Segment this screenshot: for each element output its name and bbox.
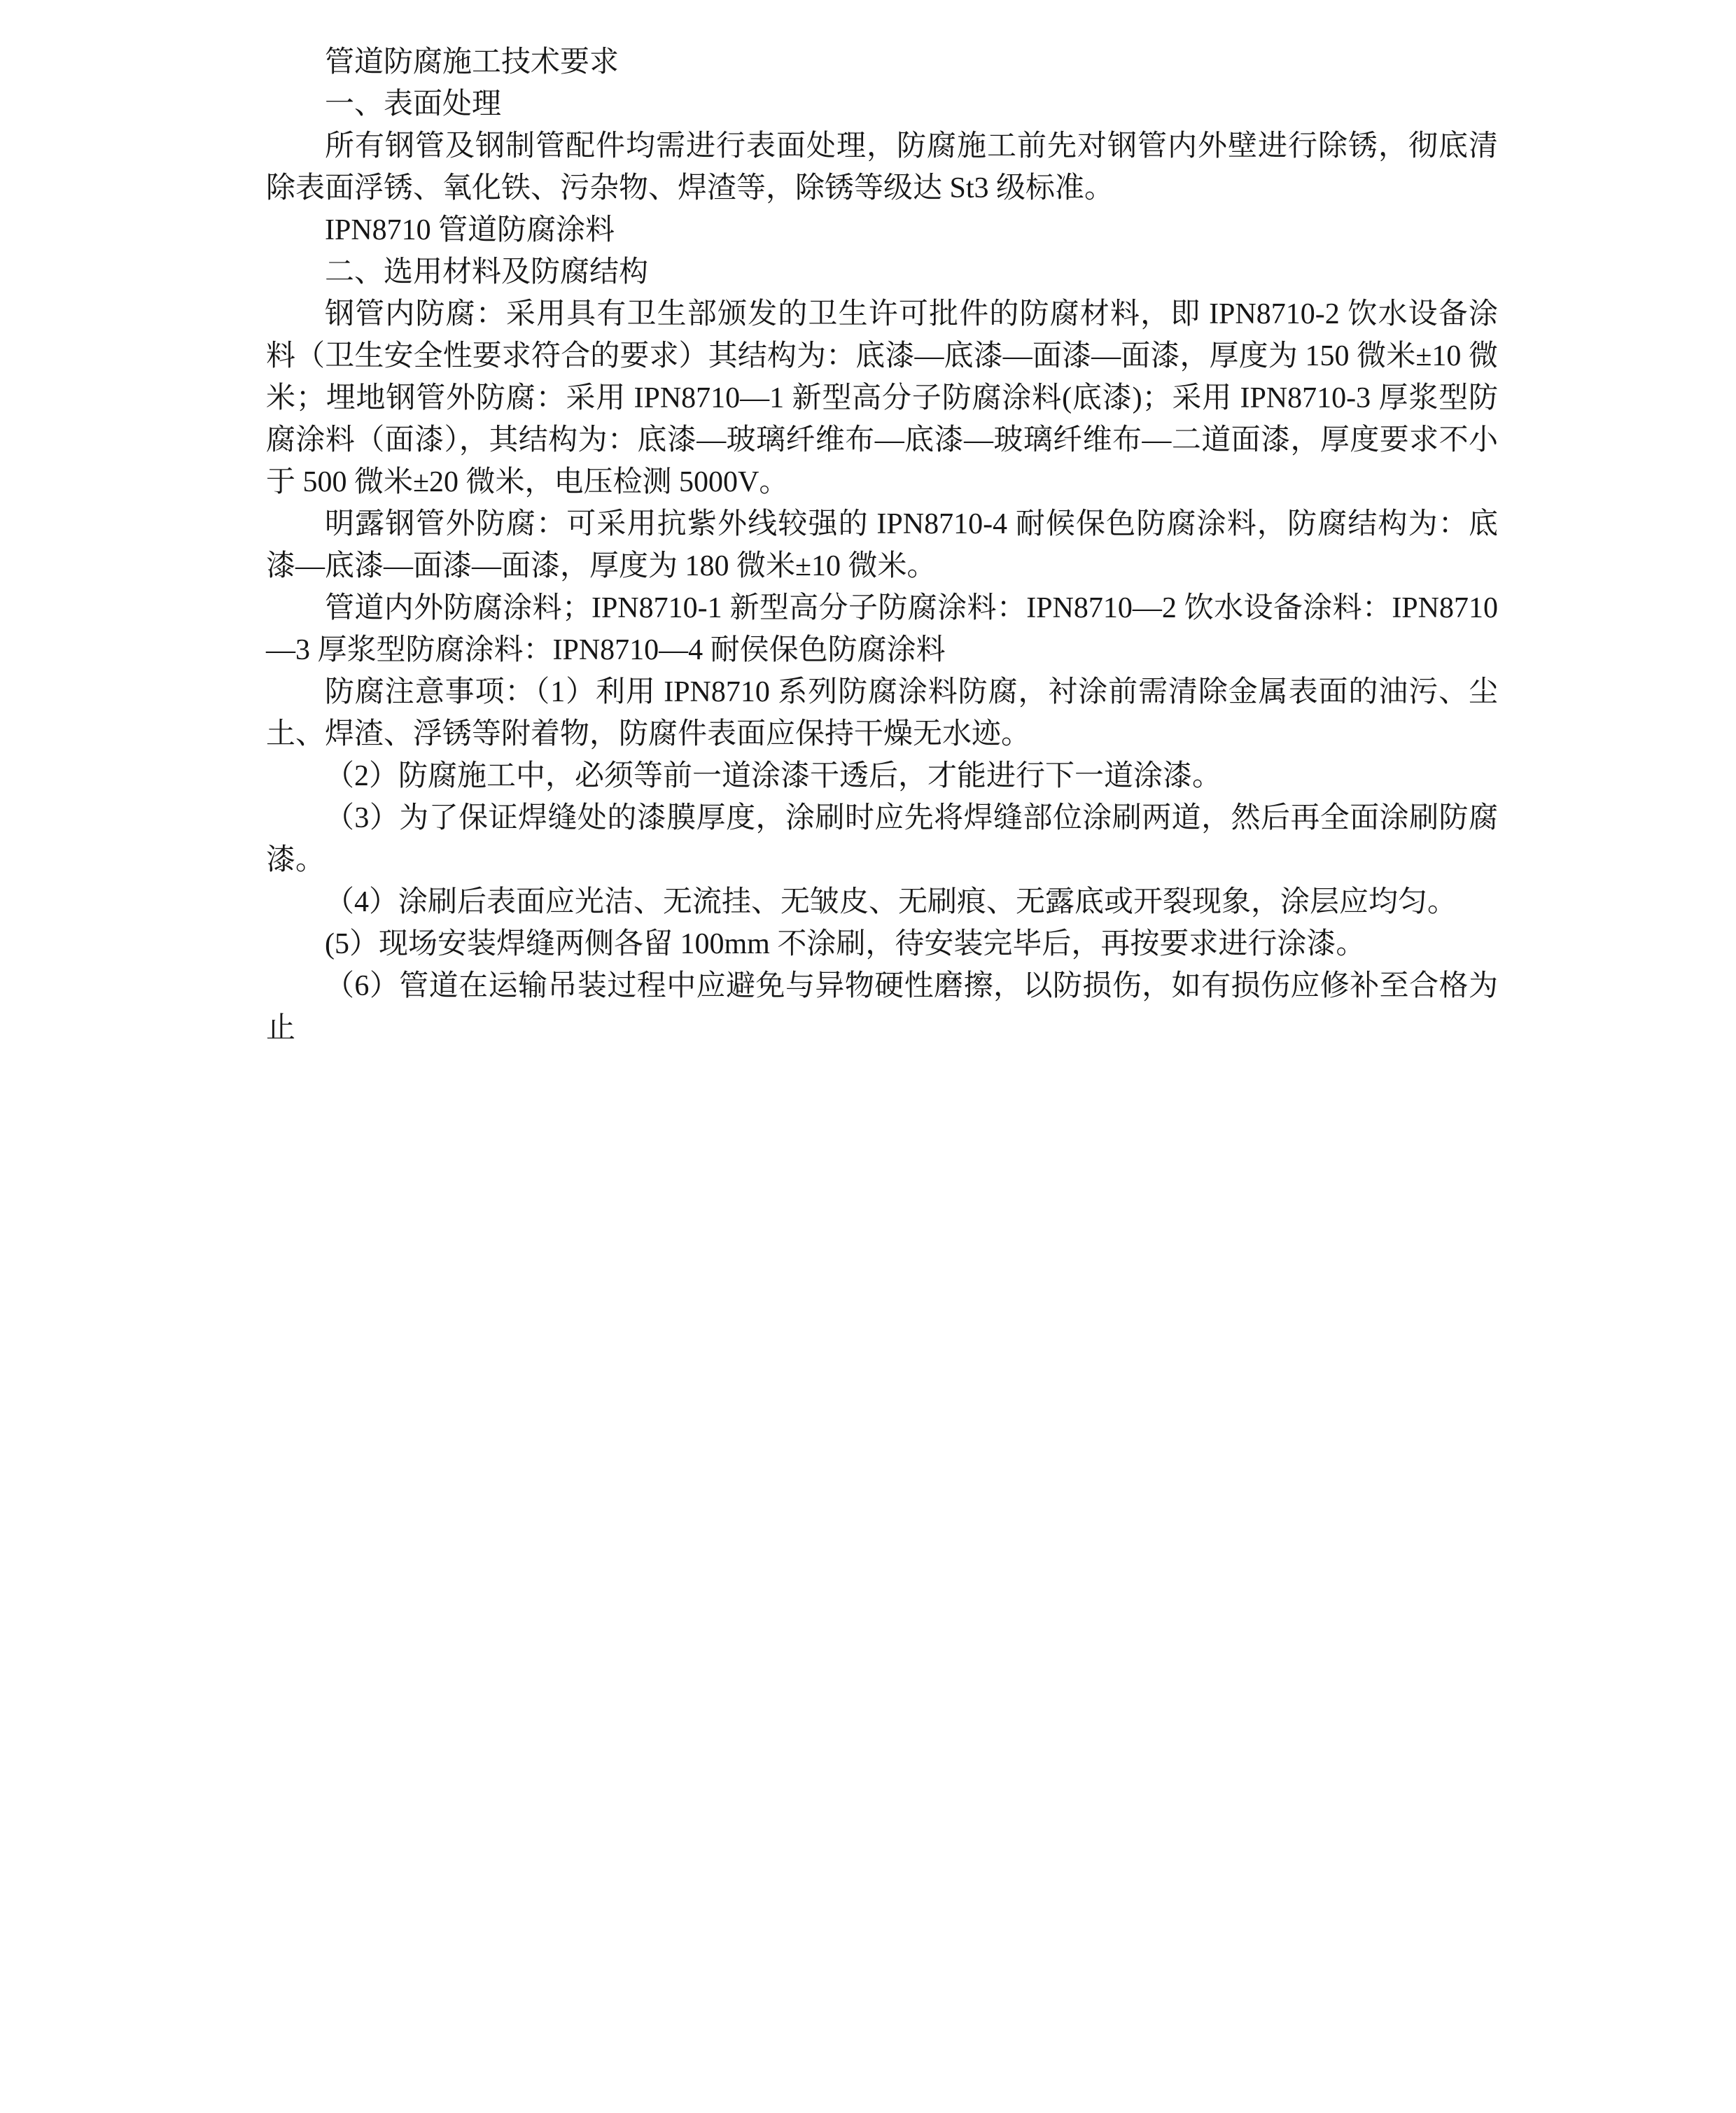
paragraph-surface-treatment: 所有钢管及钢制管配件均需进行表面处理，防腐施工前先对钢管内外壁进行除锈，彻底清除表面浮锈、氧化铁、污杂物、焊渣等，除锈等级达 St3 级标准。 bbox=[266, 130, 1498, 204]
paragraph-ipn8710-label: IPN8710 管道防腐涂料 bbox=[325, 214, 615, 246]
heading-materials-structure: 二、选用材料及防腐结构 bbox=[325, 256, 649, 288]
paragraph-coating-types: 管道内外防腐涂料；IPN8710-1 新型高分子防腐涂料：IPN8710—2 饮水设备涂料：IPN8710—3 厚浆型防腐涂料：IPN8710—4 耐侯保色防腐涂料 bbox=[266, 592, 1498, 666]
paragraph-note-5: (5）现场安装焊缝两侧各留 100mm 不涂刷，待安装完毕后，再按要求进行涂漆。 bbox=[325, 928, 1366, 960]
paragraph-note-6: （6）管道在运输吊装过程中应避免与异物硬性磨擦，以防损伤，如有损伤应修补至合格为止 bbox=[266, 970, 1498, 1044]
paragraph-inner-anticorrosion: 钢管内防腐：采用具有卫生部颁发的卫生许可批件的防腐材料，即 IPN8710-2 饮水设备涂料（卫生安全性要求符合的要求）其结构为：底漆—底漆—面漆—面漆，厚度为 150 微米±10 微米；埋地钢管外防腐：采用 IPN8710—1 新型高分子防腐涂料(底漆)；采用 IPN8710-3 厚浆型防腐涂料（面漆），其结构为：底漆—玻璃纤维布—底漆—玻璃纤维布—二道面漆，厚度要求不小于 500 微米±20 微米，电压检测 5000V。 bbox=[266, 298, 1498, 498]
paragraph-note-2: （2）防腐施工中，必须等前一道涂漆干透后，才能进行下一道涂漆。 bbox=[325, 760, 1222, 792]
paragraph-exposed-anticorrosion: 明露钢管外防腐：可采用抗紫外线较强的 IPN8710-4 耐候保色防腐涂料，防腐结构为：底漆—底漆—面漆—面漆，厚度为 180 微米±10 微米。 bbox=[266, 508, 1498, 582]
document-title: 管道防腐施工技术要求 bbox=[325, 46, 620, 78]
paragraph-note-1: 防腐注意事项：（1）利用 IPN8710 系列防腐涂料防腐，衬涂前需清除金属表面的油污、尘土、焊渣、浮锈等附着物，防腐件表面应保持干燥无水迹。 bbox=[266, 676, 1498, 750]
heading-surface-treatment: 一、表面处理 bbox=[325, 88, 502, 120]
paragraph-note-4: （4）涂刷后表面应光洁、无流挂、无皱皮、无刷痕、无露底或开裂现象，涂层应均匀。 bbox=[325, 886, 1457, 918]
paragraph-note-3: （3）为了保证焊缝处的漆膜厚度，涂刷时应先将焊缝部位涂刷两道，然后再全面涂刷防腐漆。 bbox=[266, 802, 1498, 876]
